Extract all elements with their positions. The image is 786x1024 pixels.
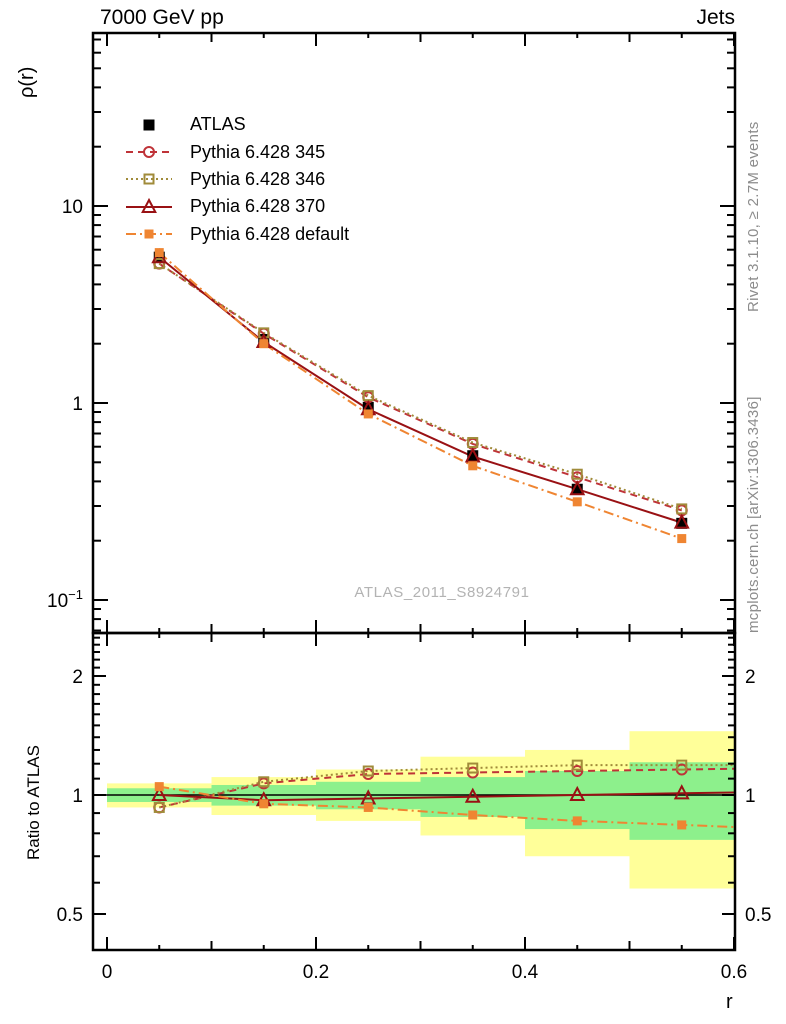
pythia-default-marker — [145, 230, 154, 239]
legend — [126, 111, 349, 248]
legend-item-atlas — [126, 111, 349, 138]
pythia-default-marker — [677, 820, 686, 829]
pythia-default-marker — [468, 811, 477, 820]
legend-item-pythia-default — [126, 221, 349, 248]
ratio-y-tick-label: 0.5 — [56, 905, 83, 926]
ratio-y-tick-label-right: 2 — [745, 667, 756, 688]
main-y-tick-label: 10 — [61, 197, 83, 218]
legend-label: ATLAS — [190, 114, 246, 135]
x-tick-label: 0.4 — [511, 962, 539, 983]
pythia-default-marker — [677, 534, 686, 543]
x-tick-label: 0 — [101, 962, 113, 983]
legend-label: Pythia 6.428 default — [190, 223, 350, 244]
legend-item-pythia-370 — [126, 193, 349, 220]
pythia-default-marker — [573, 816, 582, 825]
pythia-346-line — [159, 264, 682, 509]
pythia-default-marker — [573, 497, 582, 506]
ratio-y-tick-label: 1 — [72, 786, 83, 807]
ratio-y-axis-title: Ratio to ATLAS — [24, 745, 43, 860]
pythia-default-marker — [155, 248, 164, 257]
ratio-y-tick-label-right: 1 — [745, 786, 756, 807]
pythia-default-marker — [259, 339, 268, 348]
ratio-y-tick-label-right: 0.5 — [745, 905, 772, 926]
legend-item-pythia-346 — [126, 166, 349, 193]
x-tick-label: 0.6 — [720, 962, 748, 983]
analysis-watermark: ATLAS_2011_S8924791 — [354, 584, 530, 601]
pythia-345-line — [159, 264, 682, 511]
legend-item-pythia-345 — [126, 138, 349, 165]
main-y-tick-label: 1 — [72, 394, 83, 415]
main-y-tick-label: $10^{-1}$ — [47, 587, 83, 612]
pythia-345-legend-marker-icon — [126, 142, 172, 162]
pythia-370-line — [159, 257, 682, 522]
pythia-370-legend-marker-icon — [126, 197, 172, 217]
x-tick-label: 0.2 — [302, 962, 330, 983]
rivet-version-caption: Rivet 3.1.10, ≥ 2.7M events — [745, 121, 762, 312]
pythia-346-legend-marker-icon — [126, 169, 172, 189]
ratio-y-tick-label: 2 — [72, 667, 83, 688]
pythia-default-marker — [155, 782, 164, 791]
uncertainty-bands — [107, 731, 734, 888]
atlas-marker — [144, 119, 155, 130]
beam-energy-title: 7000 GeV pp — [100, 6, 224, 29]
legend-label: Pythia 6.428 345 — [190, 141, 326, 162]
pythia-default-line — [159, 253, 682, 539]
main-y-axis-title: ρ(r) — [16, 66, 38, 98]
pythia-default-marker — [468, 461, 477, 470]
legend-label: Pythia 6.428 346 — [190, 168, 326, 189]
legend-label: Pythia 6.428 370 — [190, 196, 326, 217]
pythia-default-legend-marker-icon — [126, 224, 172, 244]
main-panel-series — [153, 248, 688, 543]
pythia-default-marker — [364, 409, 373, 418]
pythia-default-marker — [259, 799, 268, 808]
mcplots-arxiv-caption: mcplots.cern.ch [arXiv:1306.3436] — [745, 396, 762, 633]
pythia-default-marker — [364, 803, 373, 812]
x-axis-title: r — [726, 991, 733, 1013]
process-title: Jets — [696, 6, 735, 29]
atlas-legend-marker-icon — [126, 115, 172, 135]
